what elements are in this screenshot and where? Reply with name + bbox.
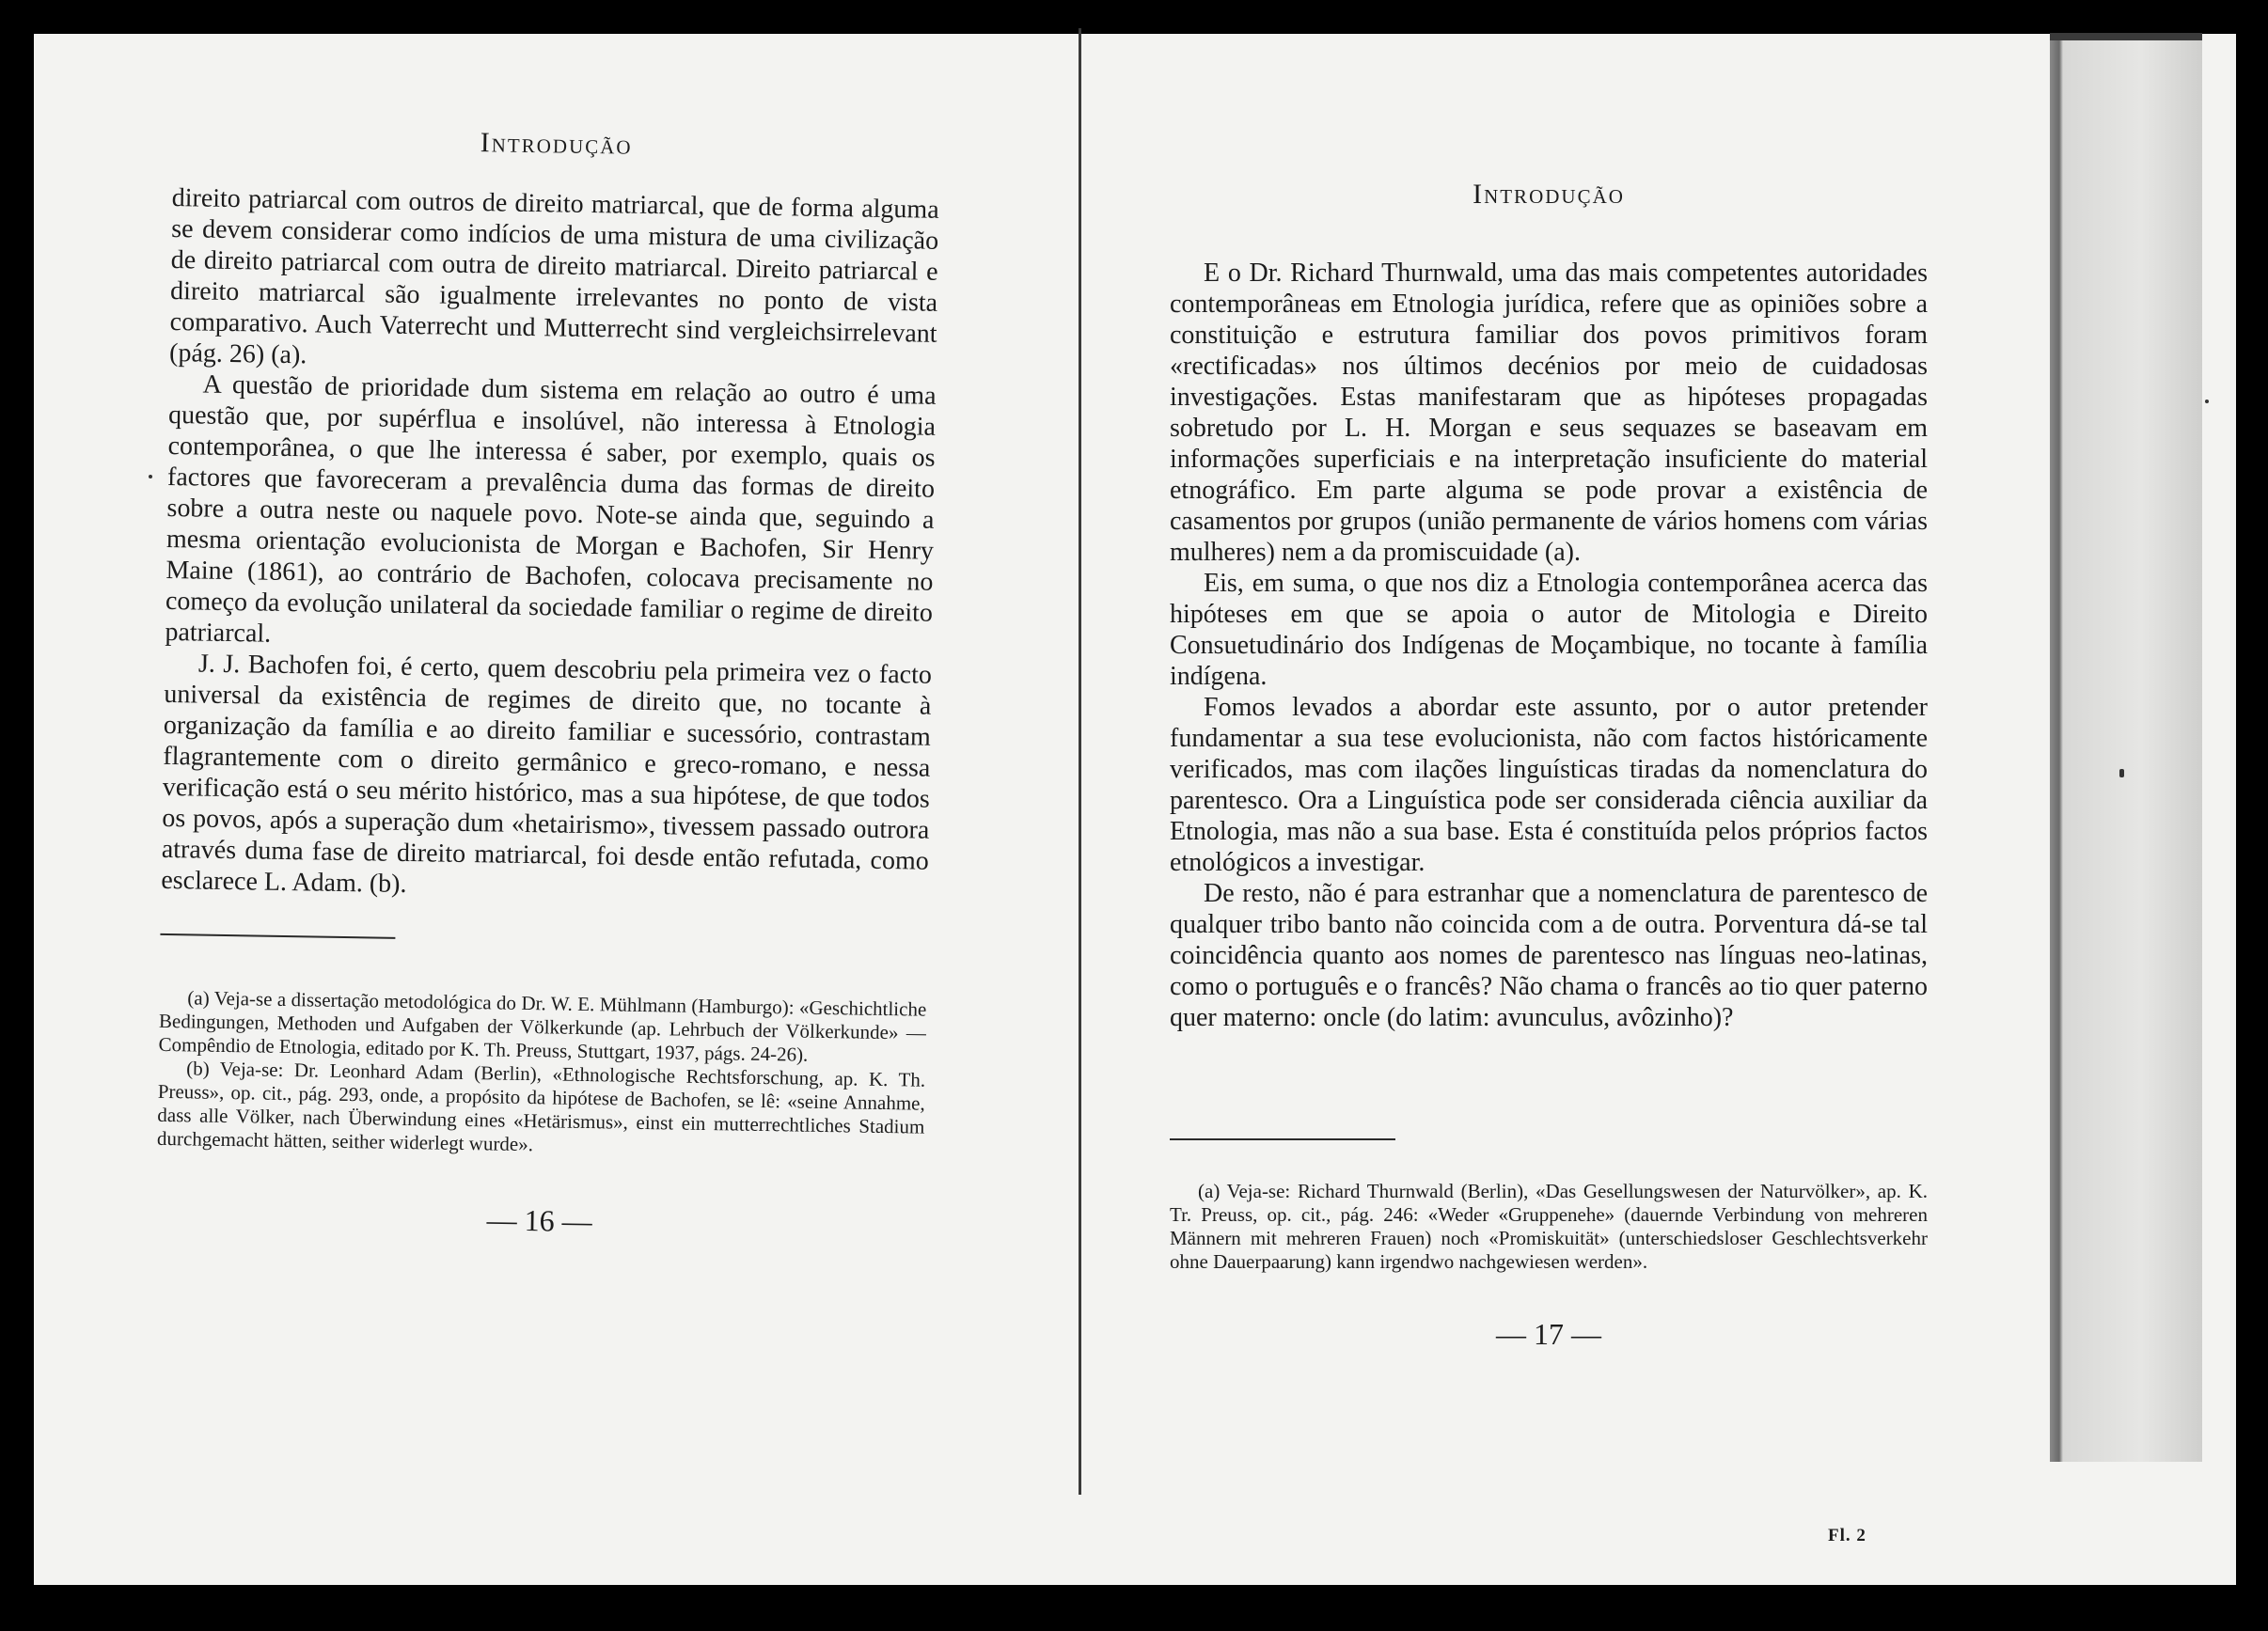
footnote-rule <box>1170 1138 1395 1140</box>
footnotes <box>157 986 927 1163</box>
body-text <box>1170 258 1928 1033</box>
footnote-rule <box>160 933 395 939</box>
running-head: Introdução <box>480 127 633 161</box>
book-spine-gutter <box>1079 28 1081 1495</box>
paragraph: Fomos levados a abordar este assunto, por o autor pretender fundamentar a sua tese evolucionista, não com factos históricamente verificados, mas com ilações linguísticas tiradas da nomenclatura do parentesco. Ora a Linguística pode ser considerada ciência auxiliar da Etnologia, mas não a sua base. Esta é constituída pelos próprios factos etnológicos a investigar. <box>1170 693 1928 877</box>
footnotes <box>1170 1180 1928 1274</box>
page-number: — 16 — <box>486 1202 592 1239</box>
paragraph: A questão de prioridade dum sistema em relação ao outro é uma questão que, por supérflua e insolúvel, não interessa à Etnologia contemporânea, o que lhe interessa é saber, por exemplo, quais os factores que favoreceram a prevalência duma das formas de direito sobre a outra neste ou naquele povo. Note-se ainda que, seguindo a mesma orientação evolucionista de Morgan e Bachofen, Sir Henry Maine (1861), ao contrário de Bachofen, colocava precisamente no começo da evolução unilateral da sociedade familiar o regime de direito patriarcal. <box>165 369 937 649</box>
plate-label: Fl. 2 <box>1828 1526 1866 1545</box>
paragraph: E o Dr. Richard Thurnwald, uma das mais competentes autoridades contemporâneas em Etnologia jurídica, refere que as opiniões sobre a constituição e estrutura familiar dos povos primitivos foram «rectificadas» nos últimos decénios por meio de cuidadosas investigações. Estas manifestaram que as hipóteses propagadas sobretudo por L. H. Morgan e seus sequazes se baseavam em informações superficiais e na interpretação insuficiente do material etnográfico. Em parte alguma se pode provar a existência de casamentos por grupos (união permanente de vários homens com várias mulheres) nem a da promiscuidade (a). <box>1170 259 1928 567</box>
left-page <box>155 122 939 1245</box>
page-number: — 17 — <box>1496 1317 1601 1351</box>
paragraph: Eis, em suma, o que nos diz a Etnologia contemporânea acerca das hipóteses em que se apoia o autor de Mitologia e Direito Consuetudinário dos Indígenas de Moçambique, no tocante à família indígena. <box>1170 569 1928 691</box>
speck <box>149 475 152 478</box>
facing-page-edge <box>2050 33 2202 1462</box>
footnote: (a) Veja-se: Richard Thurnwald (Berlin), «Das Gesellungswesen der Naturvölker», ap. K. Tr. Preuss, op. cit., pág. 246: «Weder «Gruppenehe» (dauernde Verbindung von mehreren Männern mit mehreren Frauen) noch «Promiskuität» (unterschiedsloser Geschlechtsverkehr ohne Dauerpaarung) kann irgendwo nachgewiesen werden». <box>1170 1180 1928 1273</box>
footnote: (b) Veja-se: Dr. Leonhard Adam (Berlin), «Ethnologische Rechtsforschung, ap. K. Th. Preuss», op. cit., pág. 293, onde, a propósito da hipótese de Bachofen, se lê: «seine Annahme, dass alle Völker, nach Überwindung eines «Hetärismus», einst ein mutterrechtliches Stadium durchgemacht hätten, seither widerlegt wurde». <box>156 1057 926 1156</box>
running-head: Introdução <box>1473 179 1625 210</box>
right-page <box>1170 179 1928 1352</box>
paragraph: J. J. Bachofen foi, é certo, quem descobriu pela primeira vez o facto universal da existência de regimes de direito que, no tocante à organização da família e ao direito familiar e sucessório, contrastam flagrantemente com o direito germânico e greco-romano, e nessa verificação está o seu mérito histórico, mas a sua hipótese, de que todos os povos, após a superação dum «hetairismo», tivessem passado outrora através duma fase de direito matriarcal, foi desde então refutada, como esclarece L. Adam. (b). <box>161 649 933 900</box>
speck <box>2205 400 2209 403</box>
footnote: (a) Veja-se a dissertação metodológica do Dr. W. E. Mühlmann (Hamburgo): «Geschichtliche Bedingungen, Methoden und Aufgaben der Völkerkunde (ap. Lehrbuch der Völkerkunde» — Compêndio de Etnologia, editado por K. Th. Preuss, Stuttgart, 1937, págs. 24-26). <box>158 986 927 1066</box>
speck <box>2119 769 2124 777</box>
body-text <box>161 182 939 908</box>
paragraph: De resto, não é para estranhar que a nomenclatura de parentesco de qualquer tribo banto não coincida com a de outra. Porventura dá-se tal coincidência quanto aos nomes de parentesco nas línguas neo-latinas, como o português e o francês? Não chama o francês ao tio quer paterno quer materno: oncle (do latim: avunculus, avôzinho)? <box>1170 879 1928 1032</box>
paragraph: direito patriarcal com outros de direito matriarcal, que de forma alguma se devem considerar como indícios de uma mistura de uma civilização de direito patriarcal com outra de direito matriarcal. Direito patriarcal e direito matriarcal são igualmente irrelevantes no ponto de vista comparativo. Auch Vaterrecht und Mutterrecht sind vergleichsirrelevant (pág. 26) (a). <box>168 182 939 370</box>
